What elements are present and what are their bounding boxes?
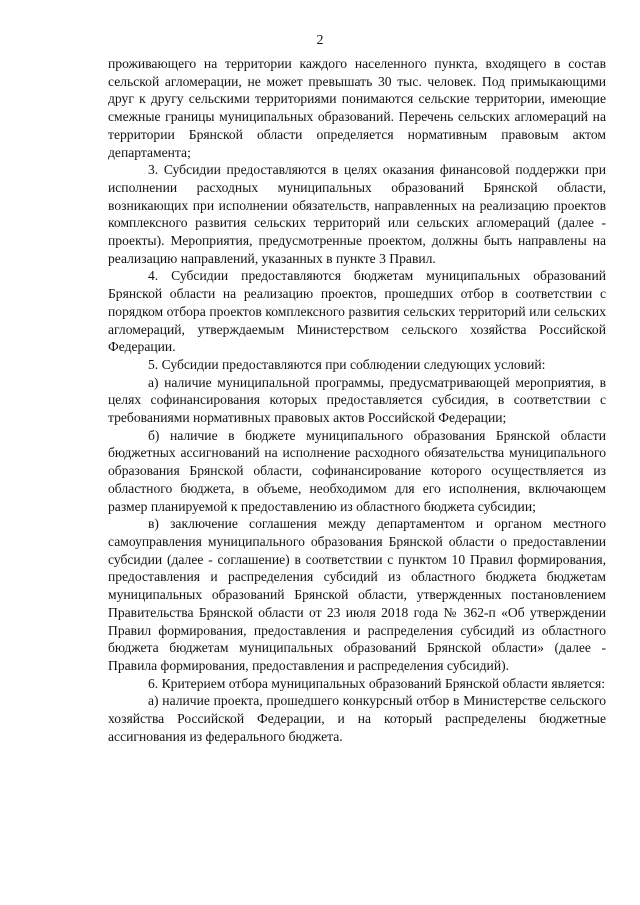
document-body <box>108 55 606 745</box>
subparagraph-6a: а) наличие проекта, прошедшего конкурсный отбор в Министерстве сельского хозяйства Российской Федерации, и на который распределены бюджетные ассигнования из федерального бюджета. <box>108 693 606 744</box>
paragraph-item-3: 3. Субсидии предоставляются в целях оказания финансовой поддержки при исполнении расходных муниципальных образований Брянской области, возникающих при исполнении обязательств, направленных на реализацию проектов комплексного развития сельских территорий или сельских агломераций (далее - проекты). Мероприятия, предусмотренные проектом, должны быть направлены на реализацию направлений, указанных в пункте 3 Правил. <box>108 162 606 266</box>
page-number: 2 <box>316 33 324 48</box>
paragraph-item-5: 5. Субсидии предоставляются при соблюдении следующих условий: <box>148 356 546 372</box>
subparagraph-5v: в) заключение соглашения между департаментом и органом местного самоуправления муниципального образования Брянской области о предоставлении субсидии (далее - соглашение) в соответствии с пунктом 10 Правил формирования, предоставления и распределения субсидий из областного бюджета бюджетам муниципальных образований Брянской области, утвержденных постановлением Правительства Брянской области от 23 июля 2018 года № 362-п «Об утверждении Правил формирования, предоставления и распределения субсидий из областного бюджета бюджетам муниципальных образований Брянской области» (далее - Правила формирования, предоставления и распределения субсидий). <box>108 516 606 673</box>
paragraph-item-4: 4. Субсидии предоставляются бюджетам муниципальных образований Брянской области на реализацию проектов, прошедших отбор в соответствии с порядком отбора проектов комплексного развития сельских территорий или сельских агломераций, утверждаемым Министерством сельского хозяйства Российской Федерации. <box>108 268 606 355</box>
subparagraph-5b: б) наличие в бюджете муниципального образования Брянской области бюджетных ассигнований на исполнение расходного обязательства муниципального образования Брянской области, софинансирование которого осуществляется из областного бюджета, в объеме, необходимом для его исполнения, включающем размер планируемой к предоставлению из областного бюджета субсидии; <box>108 427 606 514</box>
subparagraph-5a: а) наличие муниципальной программы, предусматривающей мероприятия, в целях софинансирования которых предоставляется субсидия, в соответствии с требованиями нормативных правовых актов Российской Федерации; <box>108 374 606 426</box>
paragraph-continuation: проживающего на территории каждого населенного пункта, входящего в состав сельской агломерации, не может превышать 30 тыс. человек. Под примыкающими друг к другу сельскими территориями понимаются сельские территории, имеющие смежные границы муниципальных образований. Перечень сельских агломераций на территории Брянской области определяется нормативным правовым актом департамента; <box>108 56 606 160</box>
paragraph-item-6: 6. Критерием отбора муниципальных образований Брянской области является: <box>148 675 606 691</box>
